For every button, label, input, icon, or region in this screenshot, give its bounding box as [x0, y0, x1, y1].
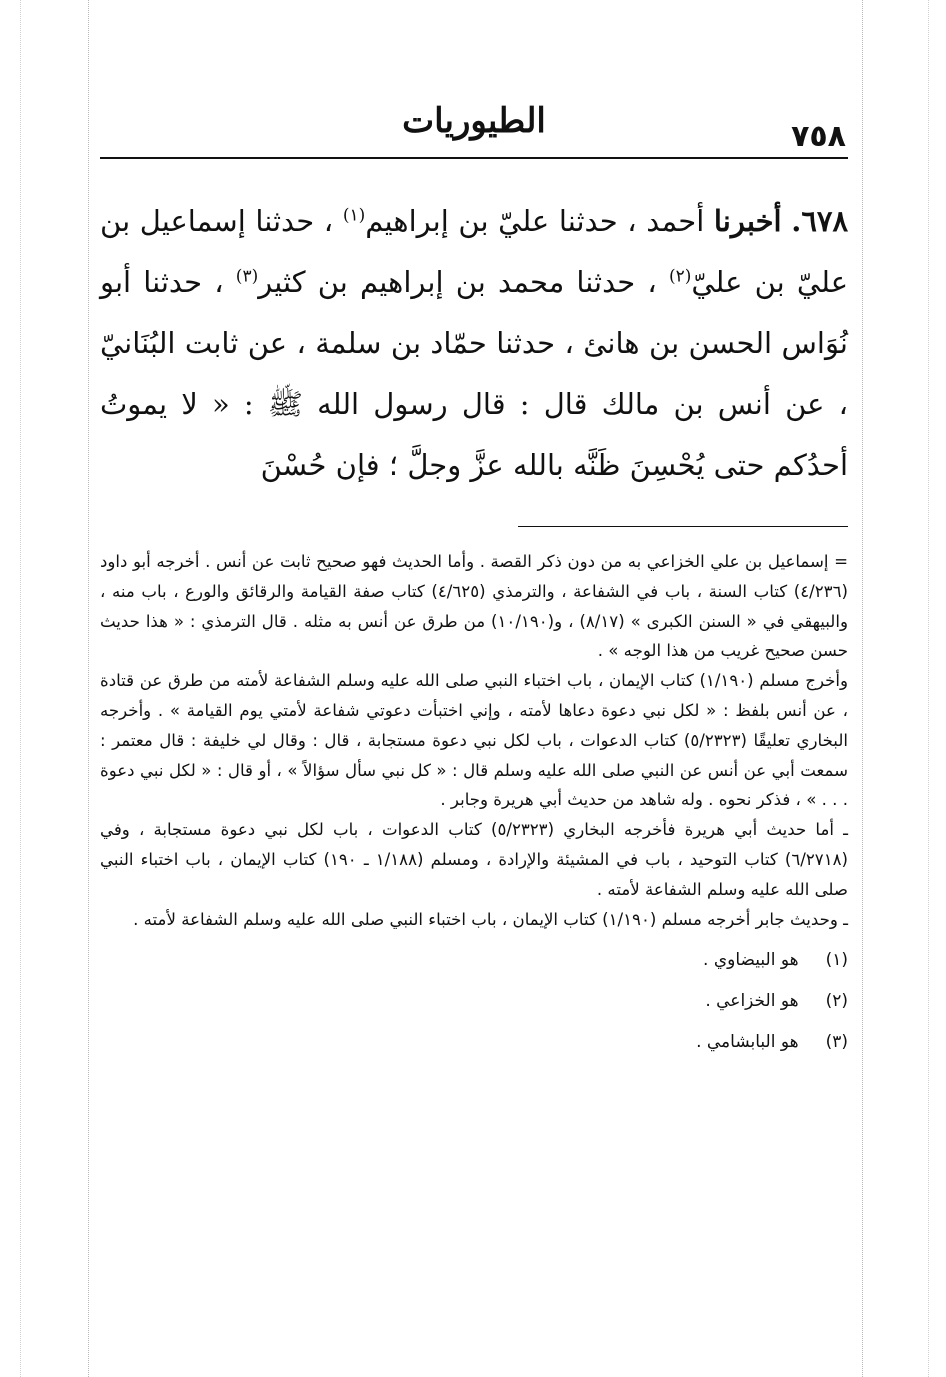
footnote-text: هو البيضاوي .	[703, 950, 799, 971]
footnote-paragraph: ـ وحديث جابر أخرجه مسلم (١/١٩٠) كتاب الإيمان ، باب اختباء النبي صلى الله عليه وسلم الشفاعة لأمته .	[133, 909, 848, 929]
scan-margin-dots	[862, 0, 863, 1377]
book-page	[100, 95, 848, 1063]
footnote-item	[100, 981, 848, 1022]
numbered-footnotes	[100, 940, 848, 1063]
footnote-paragraph: ـ أما حديث أبي هريرة فأخرجه البخاري (٥/٢٣٢٣) كتاب الدعوات ، باب لكل نبي دعوة مستجابة ، وفي (٦/٢٧١٨) كتاب التوحيد ، باب في المشيئة والإرادة ، ومسلم (١/١٨٨ ـ ١٩٠) كتاب الإيمان ، باب اختباء النبي صلى الله عليه وسلم الشفاعة لأمته .	[100, 820, 849, 899]
scan-margin-dots	[20, 0, 21, 1377]
book-title: الطيوريات	[402, 101, 546, 141]
footnote-number: (٢)	[825, 991, 848, 1012]
footnote-text: هو البابشامي .	[696, 1032, 799, 1053]
footnote-number: (١)	[825, 950, 848, 971]
hadith-text	[100, 191, 848, 496]
page-number: ٧٥٨	[791, 119, 846, 154]
scan-margin-dots	[88, 0, 89, 1377]
footnotes-block	[100, 547, 848, 934]
footnote-marker: (٢)	[668, 266, 692, 287]
hadith-number: ٦٧٨.	[791, 204, 849, 238]
footnote-paragraph: = إسماعيل بن علي الخزاعي به من دون ذكر القصة . وأما الحديث فهو صحيح ثابت عن أنس . أخرجه أبو داود (٤/٢٣٦) كتاب السنة ، باب في الشفاعة ، والترمذي (٤/٦٢٥) كتاب صفة القيامة والرقائق والورع ، باب منه ، والبيهقي في « السنن الكبرى » (٨/١٧) ، و(١٠/١٩٠) من طرق عن أنس به مثله . قال الترمذي : « هذا حديث حسن صحيح غريب من هذا الوجه » .	[100, 552, 848, 661]
footnote-marker: (٣)	[235, 266, 259, 287]
footnote-number: (٣)	[825, 1032, 848, 1053]
footnote-text: هو الخزاعي .	[705, 991, 799, 1012]
hadith-segment: ، حدثنا محمد بن إبراهيم بن كثير	[258, 265, 657, 299]
page-header	[100, 95, 848, 159]
footnote-marker: (١)	[342, 205, 366, 226]
hadith-segment: ، حدثنا إسماعيل بن عليّ بن عليّ	[100, 204, 848, 299]
footnote-paragraph: وأخرج مسلم (١/١٩٠) كتاب الإيمان ، باب اختباء النبي صلى الله عليه وسلم الشفاعة لأمته من طرق عن قتادة ، عن أنس بلفظ : « لكل نبي دعوة دعاها لأمته ، وإني اختبأت دعوتي شفاعة لأمتي يوم القيامة » . وأخرجه البخاري تعليقًا (٥/٢٣٢٣) كتاب الدعوات ، باب لكل نبي دعوة مستجابة ، قال : وقال لي خليفة : قال معتمر : سمعت أبي عن أنس عن النبي صلى الله عليه وسلم قال : « كل نبي سأل سؤالاً » ، أو قال : « لكل نبي دعوة . . . » ، فذكر نحوه . وله شاهد من حديث أبي هريرة وجابر .	[100, 671, 848, 810]
footnote-item	[100, 940, 848, 981]
hadith-segment: أحمد ، حدثنا عليّ بن إبراهيم	[365, 204, 705, 238]
hadith-lead-word: أخبرنا	[713, 204, 782, 238]
footnote-separator	[518, 526, 848, 527]
footnote-item	[100, 1022, 848, 1063]
scan-margin-dots	[928, 0, 929, 1377]
hadith-segment: ، حدثنا أبو نُوَاس الحسن بن هانئ ، حدثنا حمّاد بن سلمة ، عن ثابت البُنَانيّ ، عن أنس بن مالك قال : قال رسول الله ﷺ : « لا يموتُ أحدُكم حتى يُحْسِنَ ظَنَّه بالله عزَّ وجلَّ ؛ فإن حُسْنَ	[100, 265, 848, 482]
